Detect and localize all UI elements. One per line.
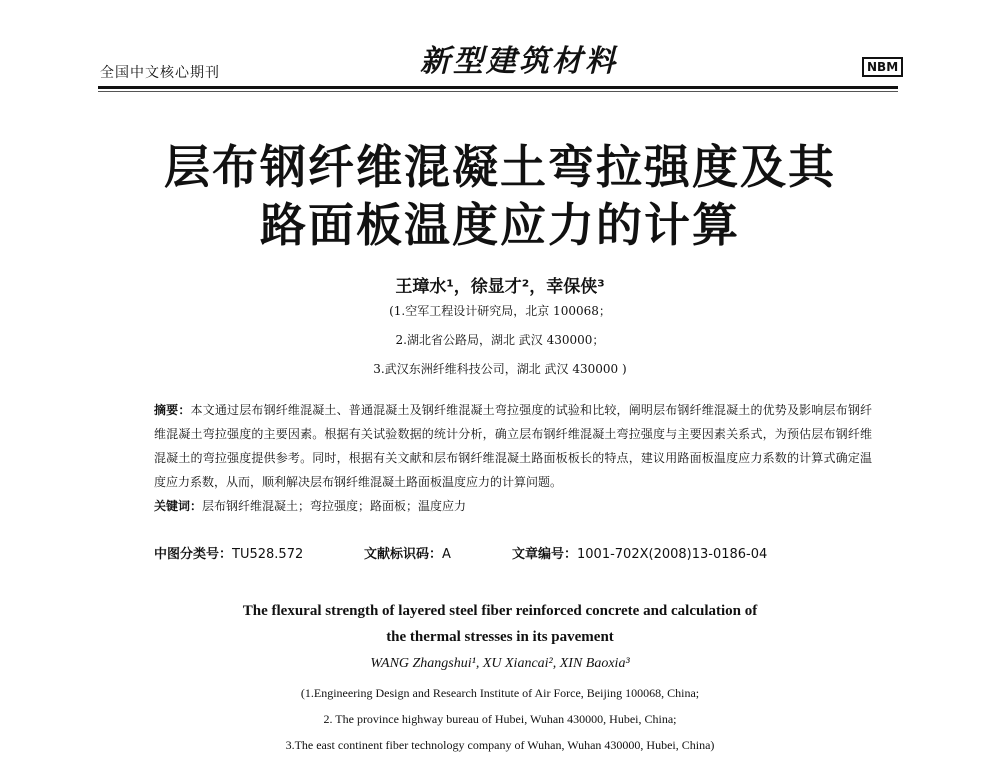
- affiliation-3: 3.武汉东洲纤维科技公司，湖北 武汉 430000 ): [373, 362, 627, 376]
- affiliation-1: (1.空军工程设计研究局，北京 100068；: [389, 304, 611, 318]
- journal-title: 新型建筑材料: [420, 44, 618, 79]
- journal-logo: NBM: [862, 57, 903, 77]
- authors: 王璋水¹，徐显才²，幸保侠³: [395, 277, 605, 297]
- keywords: [132, 494, 872, 518]
- keywords-text: 层布钢纤维混凝土；弯拉强度；路面板；温度应力: [202, 499, 467, 513]
- article-number-value: 1001-702X(2008)13-0186-04: [577, 547, 768, 562]
- abstract-label: 摘要：: [154, 403, 191, 417]
- english-affiliation-1: (1.Engineering Design and Research Institute of Air Force, Beijing 100068, China;: [300, 686, 700, 700]
- paper-title: [100, 138, 900, 254]
- clc-value: TU528.572: [232, 547, 304, 562]
- english-affiliation-2: 2. The province highway bureau of Hubei, Wuhan 430000, Hubei, China;: [323, 712, 677, 726]
- paper-title-line-2: 路面板温度应力的计算: [260, 198, 740, 252]
- header-rule-thin: [98, 91, 898, 92]
- keywords-label: 关键词：: [154, 499, 203, 513]
- header-rule: [98, 86, 898, 89]
- affiliation-2: 2.湖北省公路局，湖北 武汉 430000；: [395, 333, 605, 347]
- english-affiliation-3: 3.The east continent fiber technology company of Wuhan, Wuhan 430000, Hubei, China): [285, 738, 715, 752]
- english-title-line-2: the thermal stresses in its pavement: [386, 629, 614, 645]
- paper-title-line-1: 层布钢纤维混凝土弯拉强度及其: [164, 140, 836, 194]
- article-number-label: 文章编号：: [512, 547, 578, 562]
- english-authors: WANG Zhangshui¹, XU Xiancai², XIN Baoxia³: [370, 656, 630, 671]
- doc-code-label: 文献标识码：: [364, 547, 443, 562]
- journal-category-label: 全国中文核心期刊: [100, 65, 220, 81]
- abstract: [132, 398, 872, 518]
- clc-label: 中图分类号：: [154, 547, 233, 562]
- doc-code-value: A: [442, 547, 451, 562]
- english-title: [100, 598, 900, 650]
- english-title-line-1: The flexural strength of layered steel fiber reinforced concrete and calculation of: [242, 603, 758, 619]
- abstract-text: 本文通过层布钢纤维混凝土、普通混凝土及钢纤维混凝土弯拉强度的试验和比较，阐明层布钢纤维混凝土的优势及影响层布钢纤维混凝土弯拉强度的主要因素。根据有关试验数据的统计分析，确立层布钢纤维混凝土弯拉强度与主要因素关系式，为预估层布钢纤维混凝土的弯拉强度提供参考。同时，根据有关文献和层布钢纤维混凝土路面板板长的特点，建议用路面板温度应力系数的计算式确定温度应力系数，从而，顺利解决层布钢纤维混凝土路面板温度应力的计算问题。: [154, 403, 872, 489]
